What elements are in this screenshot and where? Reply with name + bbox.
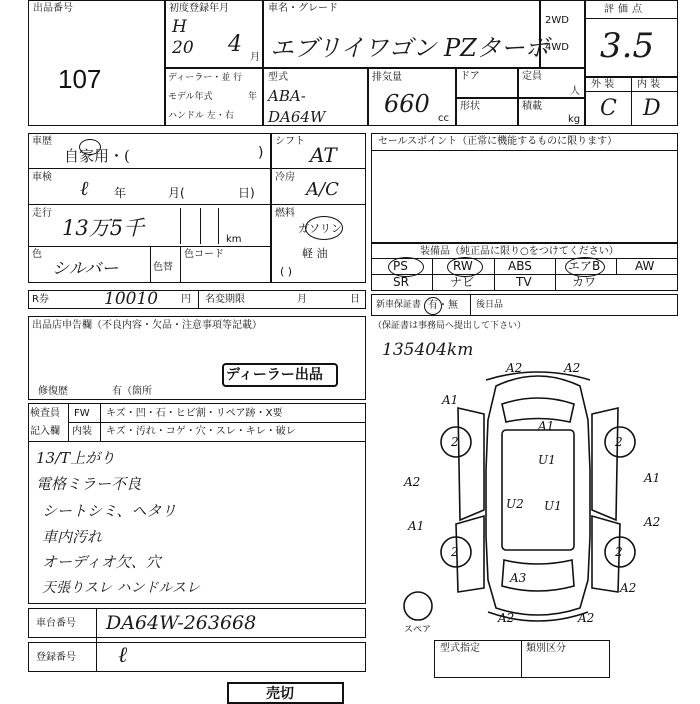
- eq-vline-2: [494, 258, 495, 291]
- history-label: 車歴: [32, 136, 52, 147]
- fuel-label: 燃料: [275, 208, 295, 219]
- interior-label: 内 装: [637, 79, 661, 90]
- chassis-value: DA64W-263668: [106, 612, 257, 634]
- note-2: 電格ミラー不良: [36, 475, 142, 493]
- inspector-label-2: 記入欄: [30, 426, 60, 437]
- car-name: エブリイワゴン PZターボ: [270, 34, 549, 62]
- load-unit: kg: [568, 114, 581, 125]
- drive-4wd: 4WD: [545, 42, 569, 53]
- damage-mark: A3: [510, 571, 527, 585]
- dealer-stamp-text: ディーラー出品: [226, 367, 323, 383]
- odometer-note: 135404km: [382, 340, 474, 360]
- mileage-tick-2: [200, 208, 201, 244]
- ac-label: 冷房: [275, 172, 295, 183]
- warranty-yes-no: 有・無: [428, 300, 458, 311]
- load-label: 積載: [522, 101, 542, 112]
- name-change-day: 日: [350, 294, 360, 305]
- score-divider: [585, 18, 678, 19]
- reg-label: 登録番号: [36, 652, 76, 663]
- mileage-label: 走行: [32, 208, 52, 219]
- equip-airbag: エアB: [568, 259, 601, 273]
- month-unit: 月: [250, 52, 260, 63]
- equip-abs: ABS: [508, 259, 532, 273]
- fuel-paren: ( ): [280, 265, 293, 278]
- mileage-tick-1: [180, 208, 181, 244]
- shift-line-2: [271, 204, 366, 205]
- warranty-divider: [470, 294, 471, 316]
- drive-box: [540, 0, 585, 68]
- first-reg-era: H: [172, 17, 187, 37]
- shaken-year: 年: [114, 186, 127, 200]
- equip-tv: TV: [516, 275, 532, 289]
- selling-points-label: セールスポイント（正常に機能するものに限ります）: [378, 136, 618, 147]
- spare-label: スペア: [404, 625, 432, 632]
- first-reg-year: 20: [172, 38, 194, 58]
- shaken-day: 日): [238, 186, 255, 200]
- type-value: ABA- DA64W: [268, 87, 326, 126]
- repair-label: 修復歴: [38, 386, 68, 397]
- ac-value: A/C: [306, 179, 339, 200]
- color-change-label: 色替: [153, 262, 173, 273]
- car-name-label: 車名・グレード: [268, 3, 338, 14]
- grade-hdivider: [585, 91, 678, 92]
- color-divider-2: [180, 246, 181, 283]
- equip-aw: AW: [635, 259, 655, 273]
- type-label: 型式: [268, 72, 288, 83]
- color-value: シルバー: [52, 259, 119, 279]
- fw-text: キズ・凹・石・ヒビ割・リペア跡・X要: [106, 408, 283, 419]
- fuel-circle: [305, 216, 343, 240]
- damage-mark: A1: [442, 393, 459, 407]
- exterior-grade: C: [600, 96, 617, 121]
- color-label: 色: [32, 249, 42, 260]
- damage-mark: 2: [615, 545, 623, 559]
- lot-number: 107: [58, 64, 102, 94]
- inspector-hline-2: [28, 441, 366, 442]
- lot-box: [28, 0, 165, 126]
- shape-label: 形状: [460, 101, 480, 112]
- eq-vline-3: [555, 258, 556, 291]
- damage-mark: A1: [408, 519, 425, 533]
- name-change-label: 名変期限: [205, 294, 245, 305]
- damage-mark: 2: [615, 435, 623, 449]
- interior-insp-label: 内装: [72, 426, 92, 437]
- displacement-value: 660: [384, 90, 430, 118]
- damage-mark: A1: [644, 471, 661, 485]
- damage-mark: U1: [544, 499, 562, 513]
- dealer-label: ディーラー・並 行: [168, 73, 243, 83]
- damage-mark: U1: [538, 453, 556, 467]
- warranty-note: （保証書は事務局へ提出して下さい）: [373, 321, 527, 331]
- eq-vline-1: [432, 258, 433, 291]
- sp-line: [371, 150, 678, 151]
- warranty-label: 新車保証書: [376, 300, 422, 310]
- door-label: ドア: [460, 71, 480, 82]
- damage-mark: A2: [644, 515, 661, 529]
- note-1: 13/T上がり: [36, 449, 116, 467]
- model-year-label: モデル年式: [168, 92, 213, 102]
- damage-mark: A2: [506, 361, 523, 375]
- type-spec-label: 型式指定: [440, 643, 480, 654]
- fuel-gas: ガソリン: [298, 222, 342, 235]
- recycle-yen: 円: [181, 294, 191, 305]
- damage-mark: 2: [451, 435, 459, 449]
- recycle-label: R券: [32, 294, 49, 305]
- type-spec-divider: [521, 640, 522, 678]
- interior-grade: D: [643, 96, 661, 121]
- history-paren: ): [258, 145, 264, 161]
- note-5: オーディオ欠、穴: [42, 553, 161, 571]
- note-4: 車内汚れ: [42, 528, 103, 546]
- car-diagram: [398, 360, 688, 632]
- circle-ps: [388, 257, 424, 277]
- equipment-label: 装備品（純正品に限り○をつけてください）: [420, 246, 619, 257]
- mileage-tick-3: [218, 208, 219, 244]
- drive-2wd: 2WD: [545, 15, 569, 26]
- equip-rw: RW: [453, 259, 473, 273]
- history-circle: [79, 139, 101, 155]
- equip-leather: カワ: [572, 275, 597, 289]
- warranty-circle: [424, 297, 442, 315]
- score-label: 評価点: [604, 4, 646, 15]
- first-reg-month: 4: [228, 32, 242, 57]
- model-year-unit: 年: [248, 92, 258, 102]
- damage-mark: A2: [578, 611, 595, 625]
- repair-value: 有（箇所: [112, 386, 152, 397]
- shift-line-1: [271, 168, 366, 169]
- inspector-hline: [68, 422, 366, 423]
- inspector-label-1: 検査員: [30, 408, 60, 419]
- damage-marks: [403, 361, 660, 625]
- hist-line-1: [28, 168, 271, 169]
- damage-mark: A2: [620, 581, 637, 595]
- damage-mark: A1: [538, 419, 555, 433]
- shaken-month: 月(: [168, 186, 185, 200]
- first-reg-label: 初度登録年月: [169, 3, 229, 14]
- report-label: 出品店申告欄（不良内容・欠品・注意事項等記載）: [32, 320, 262, 331]
- shaken-mark: ℓ: [80, 176, 89, 200]
- shift-label: シフト: [275, 136, 305, 147]
- shift-value: AT: [310, 143, 337, 167]
- class-label: 類別区分: [526, 643, 566, 654]
- exterior-label: 外 装: [591, 79, 615, 90]
- damage-mark: U2: [506, 497, 524, 511]
- capacity-unit: 人: [570, 86, 580, 97]
- equip-navi: ナビ: [450, 275, 475, 289]
- damage-mark: A2: [498, 611, 515, 625]
- fuel-diesel: 軽 油: [302, 247, 328, 260]
- mileage-value: 13万5千: [62, 216, 145, 240]
- shaken-label: 車検: [32, 172, 52, 183]
- displacement-cc: cc: [438, 113, 449, 124]
- note-3: シートシミ、ヘタリ: [42, 502, 177, 520]
- recycle-box: [28, 290, 366, 309]
- color-code-label: 色コード: [184, 249, 224, 260]
- circle-airbag: [565, 257, 605, 277]
- fw-label: FW: [74, 408, 90, 419]
- damage-mark: A2: [404, 475, 421, 489]
- chassis-label: 車台番号: [36, 618, 76, 629]
- displacement-label: 排気量: [372, 72, 402, 83]
- equip-sr: SR: [393, 275, 409, 289]
- recycle-divider: [198, 290, 199, 309]
- hist-line-2: [28, 204, 271, 205]
- lot-label: 出品番号: [33, 3, 73, 14]
- after-label: 後日品: [476, 300, 504, 310]
- reg-box: [28, 642, 366, 672]
- note-6: 天張りスレ ハンドルスレ: [42, 580, 201, 596]
- sold-label: 売切: [266, 686, 294, 702]
- handle-label: ハンドル 左・右: [168, 111, 234, 121]
- equip-ps: PS: [393, 259, 408, 273]
- km-unit: km: [226, 234, 242, 245]
- color-divider: [150, 246, 151, 283]
- score-value: 3.5: [600, 26, 655, 66]
- recycle-value: 10010: [104, 289, 159, 309]
- grade-vdivider: [631, 77, 632, 126]
- reg-mark: ℓ: [118, 643, 128, 668]
- damage-mark: A2: [564, 361, 581, 375]
- circle-rw: [447, 257, 483, 277]
- damage-mark: 2: [451, 545, 459, 559]
- name-change-month: 月: [297, 294, 307, 305]
- capacity-label: 定員: [522, 71, 542, 82]
- history-value: 自家用・(: [64, 147, 130, 165]
- interior-insp-text: キズ・汚れ・コゲ・穴・スレ・キレ・破レ: [106, 426, 296, 437]
- eq-vline-4: [616, 258, 617, 275]
